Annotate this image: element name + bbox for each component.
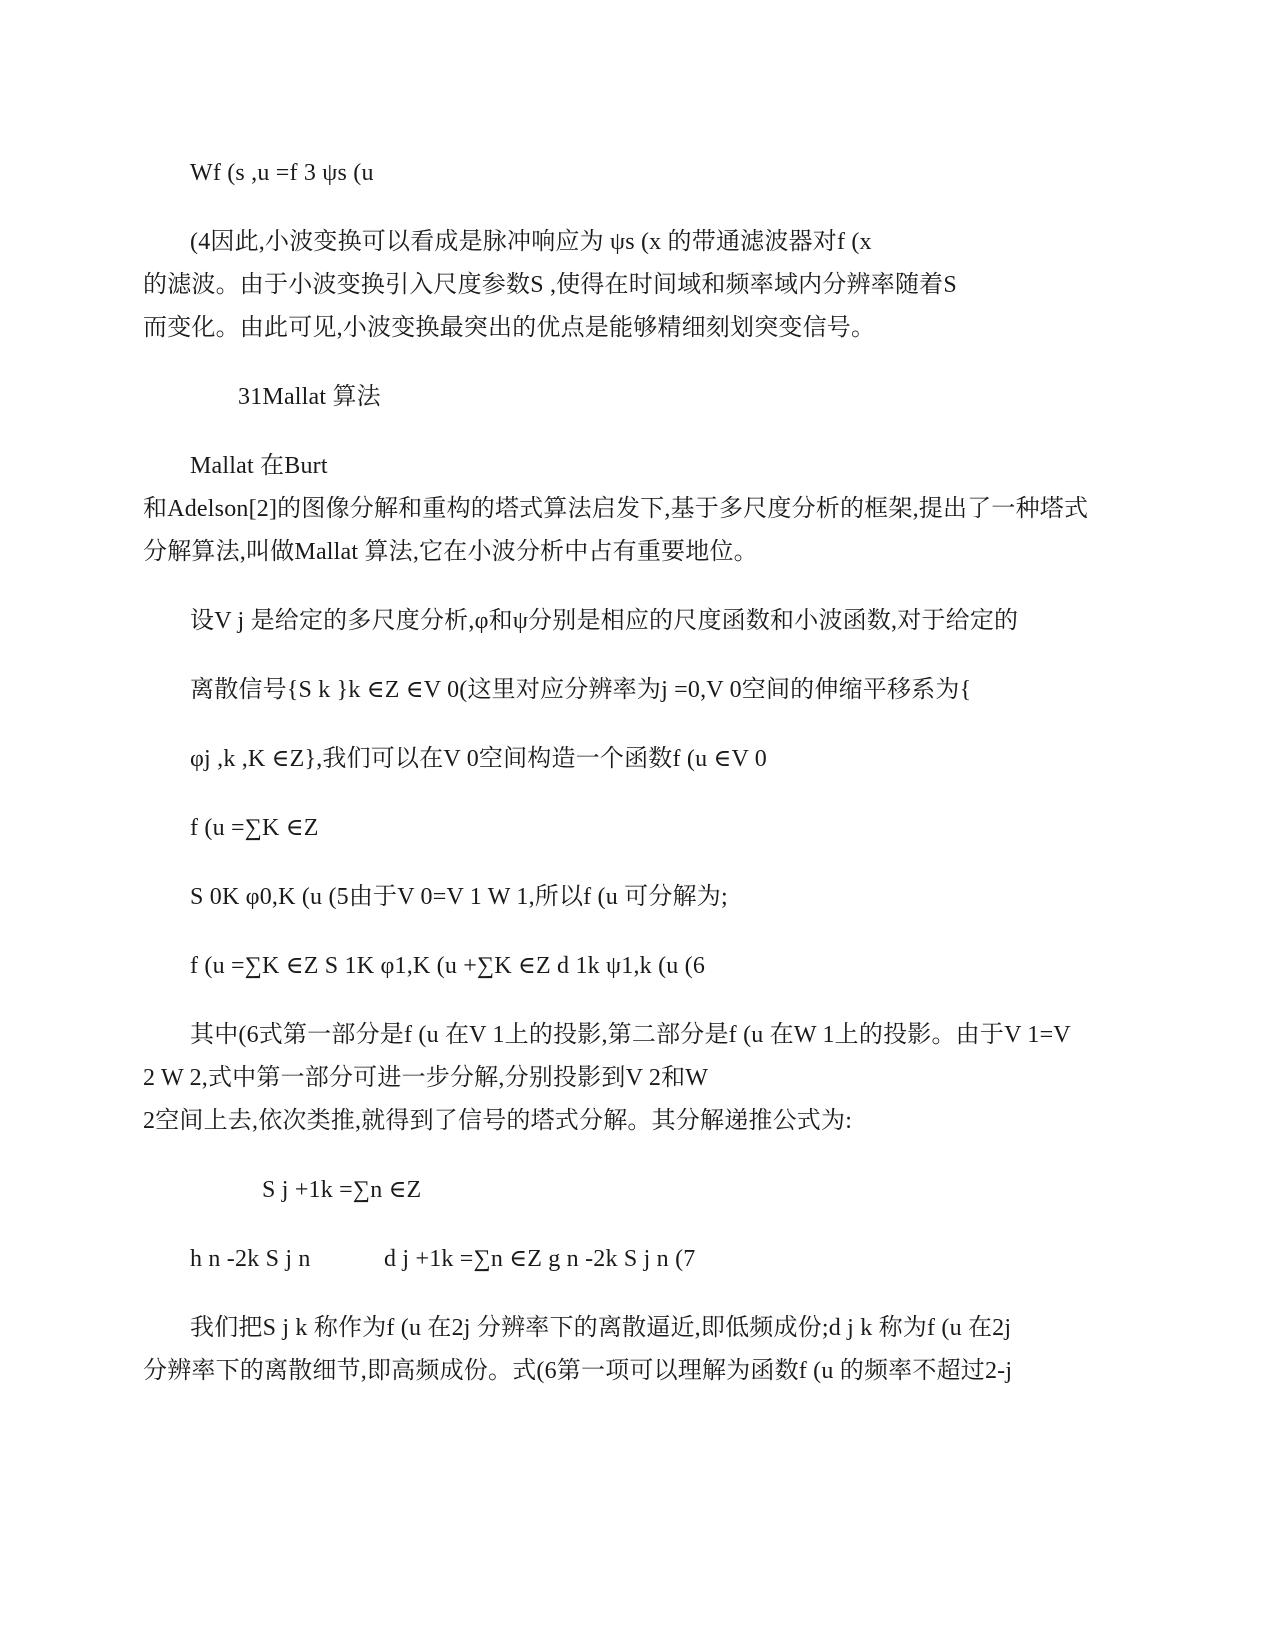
equation-6: f (u =∑K ∈Z S 1K φ1,K (u +∑K ∈Z d 1k ψ1,k (u (6 <box>190 953 706 979</box>
paragraph-line: (4因此,小波变换可以看成是脉冲响应为 ψs (x 的带通滤波器对f (x <box>190 229 872 255</box>
paragraph-line: 的滤波。由于小波变换引入尺度参数S ,使得在时间域和频率域内分辨率随着S <box>143 272 957 298</box>
equation-5: S 0K φ0,K (u (5由于V 0=V 1 W 1,所以f (u 可分解为; <box>190 884 728 910</box>
paragraph-line: 我们把S j k 称作为f (u 在2j 分辨率下的离散逼近,即低频成份;d j k 称为f (u 在2j <box>190 1315 1012 1341</box>
equation-7-part2: h n -2k S j n <box>190 1246 311 1272</box>
paragraph-line: φj ,k ,K ∈Z},我们可以在V 0空间构造一个函数f (u ∈V 0 <box>190 746 767 772</box>
equation-7-part3: d j +1k =∑n ∈Z g n -2k S j n (7 <box>384 1246 696 1272</box>
paragraph-line: 设V j 是给定的多尺度分析,φ和ψ分别是相应的尺度函数和小波函数,对于给定的 <box>190 608 1019 634</box>
paragraph-line: 离散信号{S k }k ∈Z ∈V 0(这里对应分辨率为j =0,V 0空间的伸缩平移系为{ <box>190 677 972 703</box>
paragraph-line: 和Adelson[2]的图像分解和重构的塔式算法启发下,基于多尺度分析的框架,提出了一种塔式 <box>143 496 1089 522</box>
paragraph-line: 分解算法,叫做Mallat 算法,它在小波分析中占有重要地位。 <box>143 539 758 565</box>
equation-7-part1: S j +1k =∑n ∈Z <box>262 1177 422 1203</box>
paragraph-line: 而变化。由此可见,小波变换最突出的优点是能够精细刻划突变信号。 <box>143 315 876 341</box>
section-heading: 31Mallat 算法 <box>238 384 381 410</box>
paragraph-line: Mallat 在Burt <box>190 453 328 479</box>
equation-4: Wf (s ,u =f 3 ψs (u <box>190 160 374 186</box>
paragraph-line: 2空间上去,依次类推,就得到了信号的塔式分解。其分解递推公式为: <box>143 1108 853 1134</box>
paragraph-line: 其中(6式第一部分是f (u 在V 1上的投影,第二部分是f (u 在W 1上的投影。由于V 1=V <box>190 1022 1071 1048</box>
paragraph-line: 2 W 2,式中第一部分可进一步分解,分别投影到V 2和W <box>143 1065 709 1091</box>
paragraph-line: 分辨率下的离散细节,即高频成份。式(6第一项可以理解为函数f (u 的频率不超过2-j <box>143 1358 1013 1384</box>
equation-line: f (u =∑K ∈Z <box>190 815 319 841</box>
